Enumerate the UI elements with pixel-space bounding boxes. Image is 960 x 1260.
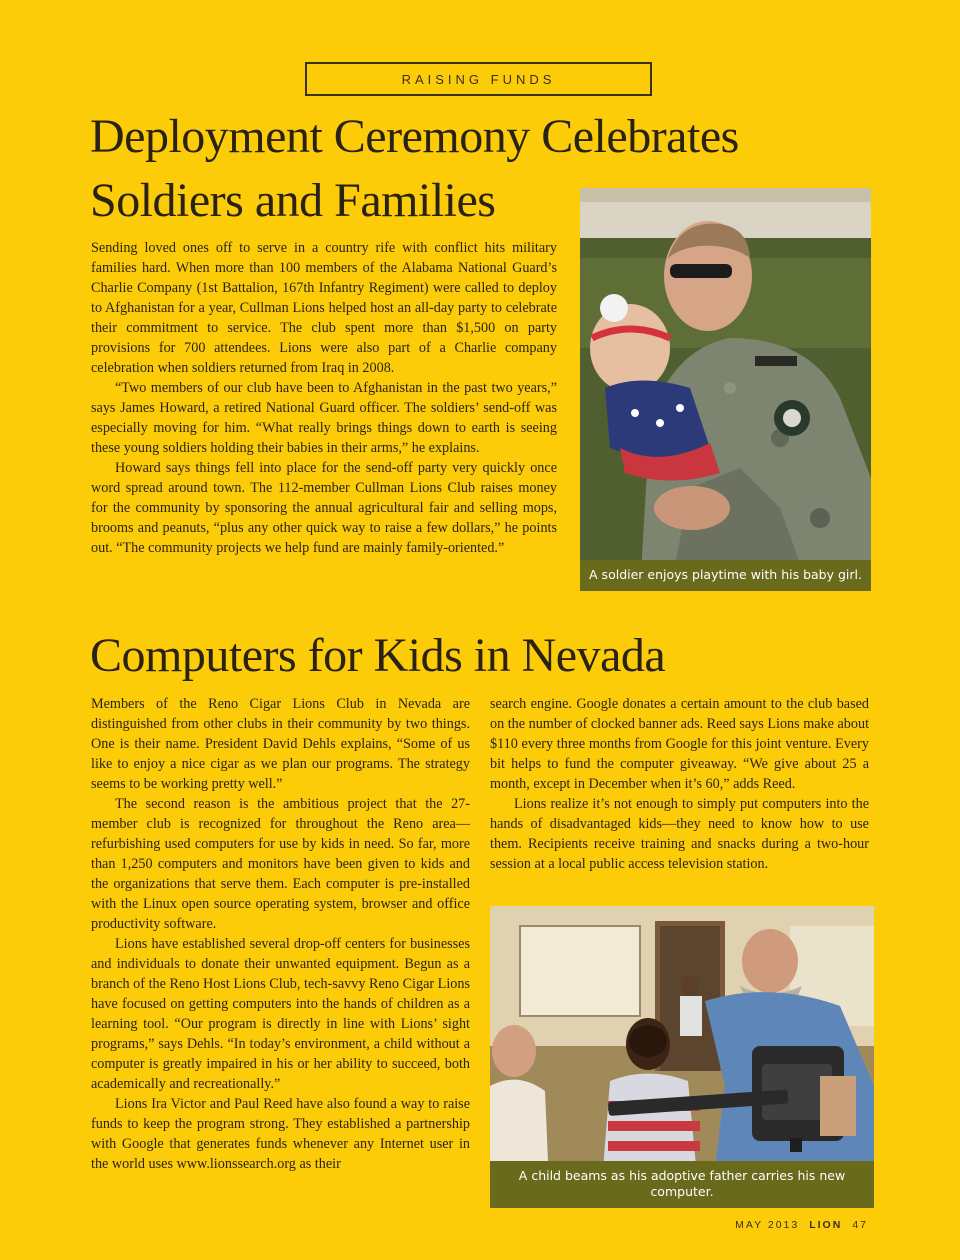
- article1-paragraph: Sending loved ones off to serve in a country rife with conflict hits military families hard. When more than 100 members of the Alabama National Guard’s Charlie Company (1st Battalion, 167th Infantry Regiment) were called to deploy to Afghanistan for a year, Cullman Lions helped host an all-day party to celebrate their commitment to service. The club spent more than $1,500 on party provisions for 700 attendees. Lions were also part of a Charlie company celebration when soldiers returned from Iraq in 2008.: [91, 240, 557, 376]
- article2-headline: Computers for Kids in Nevada: [90, 629, 666, 682]
- footer-brand: LION: [809, 1219, 843, 1231]
- page-footer: [735, 1219, 868, 1231]
- article1-paragraph: Howard says things fell into place for the send-off party very quickly once word spread around town. The 112-member Cullman Lions Club raises money for the community by sponsoring the annual agricultural fair and selling mops, brooms and peanuts, “plus any other quick way to raise a few dollars,” he points out. “The community projects we help fund are mainly family-oriented.”: [91, 460, 557, 556]
- computer-photo-caption: A child beams as his adoptive father carries his new computer.: [490, 1161, 874, 1208]
- article1-headline-line2: Soldiers and Families: [90, 174, 496, 227]
- article2-paragraph: Members of the Reno Cigar Lions Club in Nevada are distinguished from other clubs in their community by two things. One is their name. President David Dehls explains, “Some of us like to enjoy a nice cigar as we plan our programs. The strategy seems to be working pretty well.”: [91, 696, 470, 792]
- article2-paragraph: Lions realize it’s not enough to simply put computers into the hands of disadvantaged kids—they need to know how to use them. Recipients receive training and snacks during a two-hour session at a local public access television station.: [490, 796, 869, 872]
- article1-paragraph: “Two members of our club have been to Afghanistan in the past two years,” says James Howard, a retired National Guard officer. The soldiers’ send-off was especially moving for him. “What really brings things down to earth is seeing these young soldiers holding their babies in their arms,” he explains.: [91, 380, 557, 456]
- article2-paragraph: The second reason is the ambitious project that the 27-member club is recognized for throughout the Reno area—refurbishing used computers for use by kids in need. So far, more than 1,250 computers and monitors have been given to kids and the organizations that serve them. Each computer is pre-installed with the Linux open source operating system, browser and office productivity software.: [91, 796, 470, 932]
- article2-paragraph: Lions have established several drop-off centers for businesses and individuals to donate their unwanted equipment. Begun as a branch of the Reno Host Lions Club, tech-savvy Reno Cigar Lions have focused on getting computers into the hands of children as a learning tool. “Our program is directly in line with Lions’ sight programs,” says Dehls. “In today’s environment, a child without a computer is greatly impaired in his or her ability to succeed, both academically and recreationally.”: [91, 936, 470, 1092]
- article2-paragraph: Lions Ira Victor and Paul Reed have also found a way to raise funds to keep the program strong. They established a partnership with Google that generates funds whenever any Internet user in the world uses www.lionssearch.org as their: [91, 1096, 470, 1172]
- soldier-photo-caption: A soldier enjoys playtime with his baby girl.: [580, 560, 871, 591]
- article1-body: [91, 238, 557, 558]
- article2-right-column: [490, 694, 869, 874]
- article2-paragraph: search engine. Google donates a certain amount to the club based on the number of clocked banner ads. Reed says Lions make about $110 every three months from Google for this joint venture. Every bit helps to fund the computer giveaway. “We give about 25 a month, except in December when it’s 60,” adds Reed.: [490, 696, 870, 792]
- article2-left-column: [91, 694, 470, 1174]
- article1-headline-line1: Deployment Ceremony Celebrates: [90, 110, 739, 163]
- footer-date: MAY 2013: [735, 1219, 800, 1231]
- computer-photo: [490, 906, 874, 1208]
- section-tag: RAISING FUNDS: [305, 62, 652, 96]
- soldier-photo-illustration: [580, 188, 871, 591]
- soldier-photo: [580, 188, 871, 591]
- footer-page-number: 47: [852, 1219, 868, 1231]
